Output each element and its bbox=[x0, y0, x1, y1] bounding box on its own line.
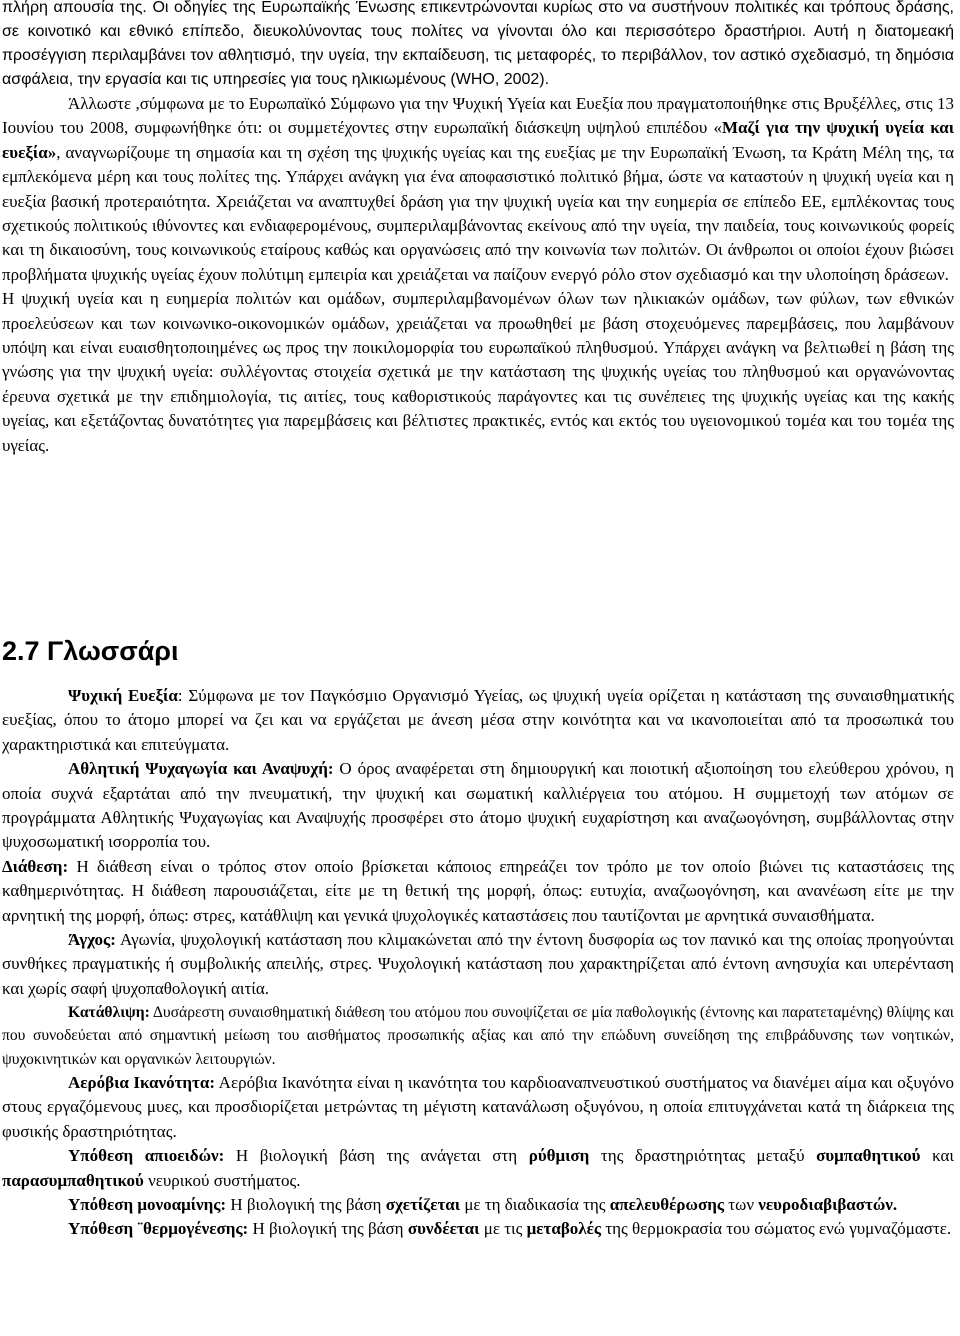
pact-text-start: Άλλωστε ,σύμφωνα με το Ευρωπαϊκό Σύμφωνο για την Ψυχική Υγεία και Ευεξία που πραγματοποιήθηκε στις Βρυξέλλες, στις 13 Ιουνίου του 2008, συμφωνήθηκε ότι: οι συμμετέχοντες στην ευρωπαϊκή διάσκεψη υψηλού επιπέδου « bbox=[2, 94, 954, 138]
glossary-term: Διάθεση: bbox=[2, 856, 69, 876]
glossary-term: Ψυχική Ευεξία bbox=[68, 686, 178, 705]
glossary-entry-sport-recreation bbox=[2, 757, 954, 855]
glossary-definition: Αερόβια Ικανότητα είναι η ικανότητα του καρδιοαναπνευστικού συστήματος να διανέμει αίμα και οξυγόνο στους εργαζόμενους μυες, και προσδιορίζεται μετρώντας τη μέγιστη κατανάλωση οξυγόνου, η οποία επιτυγχάνεται κατά τη διάρκεια της φυσικής δραστηριότητας. bbox=[2, 1072, 954, 1141]
glossary-list bbox=[2, 684, 954, 1242]
glossary-keyword: σχετίζεται bbox=[385, 1194, 461, 1214]
glossary-keyword: ρύθμιση bbox=[528, 1146, 590, 1166]
glossary-keyword: συνδέεται bbox=[407, 1219, 480, 1239]
glossary-entry-mood bbox=[2, 855, 954, 928]
glossary-definition: Η διάθεση είναι ο τρόπος στον οποίο βρίσκεται κάποιος επηρεάζει τον τρόπο με τον οποίο βιώνει τις καταστάσεις της καθημερινότητας. Η διάθεση παρουσιάζεται, είτε με τη θετική της μορφή, όπως: ευτυχία, αναζωογόνηση, και ανανέωση είτε με την αρνητική της μορφή, όπως: στρες, κατάθλιψη και γενικά ψυχολογικές καταστάσεις που ταυτίζονται με αρνητικά συναισθήματα. bbox=[2, 856, 954, 925]
glossary-keyword: μεταβολές bbox=[526, 1219, 602, 1239]
glossary-entry-depression bbox=[2, 1001, 954, 1071]
glossary-definition: Η βιολογική της βάση bbox=[248, 1219, 408, 1239]
glossary-entry-opioid-hypothesis bbox=[2, 1144, 954, 1193]
intro-section bbox=[2, 0, 954, 458]
glossary-definition: Δυσάρεστη συναισθηματική διάθεση του ατόμου που συνοψίζεται σε μία παθολογικής (έντονης και παρατεταμένης) θλίψης και που συνοδεύεται από σημαντική μείωση του αισθήματος προσωπικής αξίας και από την επώδυνη συνείδηση της επιβράδυνσης των νοητικών, ψυχοκινητικών και οργανικών λειτουργιών. bbox=[2, 1004, 954, 1068]
glossary-term: Αθλητική Ψυχαγωγία και Αναψυχή: bbox=[68, 759, 334, 779]
glossary-keyword: συμπαθητικού bbox=[816, 1146, 921, 1166]
pact-text-end: , αναγνωρίζουμε τη σημασία και τη σχέση της ψυχικής υγείας και της ευεξίας με την Ευρωπαϊκή Ένωση, τα Κράτη Μέλη της, τα εμπλεκόμενα μέρη και τους πολίτες της. Υπάρχει ανάγκη για ένα αποφασιστικό πολιτικό βήμα, ώστε να καταστούν η ψυχική υγεία και η ευεξία βασική προτεραιότητα. Χρειάζεται να αναπτυχθεί δράση για την ψυχική υγεία και την ευημερία σε επίπεδο ΕΕ, εμπλέκοντας τους σχετικούς πολιτικούς ιθύνοντες και ενδιαφερομένους, συμπεριλαμβάνοντας εκείνους από την υγεία, την παιδεία, τους κοινωνικούς φορείς και τη δικαιοσύνη, τους κοινωνικούς εταίρους καθώς και οργανώσεις από την κοινωνία των πολιτών. Οι άνθρωποι οι οποίοι έχουν βιώσει προβλήματα ψυχικής υγείας έχουν πολύτιμη εμπειρία και χρειάζεται να παίζουν ενεργό ρόλο στον σχεδιασμό και την υλοποίηση δράσεων. bbox=[2, 142, 954, 284]
glossary-definition: των bbox=[724, 1194, 759, 1214]
paragraph-eu-directives: πλήρη απουσία της. Οι οδηγίες της Ευρωπαϊκής Ένωσης επικεντρώνονται κυρίως στο να συστήνουν πολιτικές και τρόπους δράσης, σε κοινοτικό και εθνικό επίπεδο, διευκολύνοντας τους πολίτες να γίνονται όλο και περισσότερο δραστήριοι. Αυτή η διατομεακή προσέγγιση περιλαμβάνει τον αθλητισμό, την υγεία, την εκπαίδευση, τις μεταφορές, το περιβάλλον, τον αστικό σχεδιασμό, τη δημόσια ασφάλεια, την εργασία και τις υπηρεσίες για τους ηλικιωμένους (WHO, 2002). bbox=[2, 0, 954, 88]
glossary-definition: Η βιολογική βάση της ανάγεται στη bbox=[224, 1146, 529, 1166]
glossary-term: Υπόθεση ¨θερμογένεσης: bbox=[68, 1219, 249, 1239]
glossary-definition: και bbox=[920, 1146, 954, 1166]
glossary-keyword: νευροδιαβιβαστών. bbox=[758, 1194, 898, 1214]
paragraph-mental-health-wellbeing: Η ψυχική υγεία και η ευημερία πολιτών και ομάδων, συμπεριλαμβανομένων όλων των ηλικιακών ομάδων, των φύλων, των εθνικών προελεύσεων και των κοινωνικο-οικονομικών ομάδων, χρειάζεται να προωθηθεί με βάση στοχευόμενες παρεμβάσεις, που λαμβάνουν υπόψη και είναι ευαισθητοποιημένες ως προς την ποικιλομορφία του ευρωπαϊκού πληθυσμού. Υπάρχει ανάγκη να βελτιωθεί η βάση της γνώσης για την ψυχική υγεία: συλλέγοντας στοιχεία σχετικά με την κατάσταση της ψυχικής υγείας του πληθυσμού και οργανώνοντας έρευνα σχετικά με την επιδημιολογία, τις αιτίες, τους καθοριστικούς παράγοντες και τις συνέπειες της ψυχικής υγείας και της κακής υγείας, και εξετάζοντας δυνατότητες για παρεμβάσεις και βέλτιστες πρακτικές, εντός και εκτός του υγειονομικού τομέα και του τομέα της υγείας. bbox=[2, 289, 954, 455]
glossary-keyword: παρασυμπαθητικού bbox=[2, 1170, 144, 1190]
pact-title: Μαζί για την ψυχική υγεία και ευεξία» bbox=[2, 118, 954, 162]
glossary-keyword: απελευθέρωσης bbox=[609, 1194, 725, 1214]
glossary-term: Υπόθεση μονοαμίνης: bbox=[68, 1194, 227, 1214]
glossary-definition: με τις bbox=[479, 1219, 527, 1239]
glossary-definition: Ο όρος αναφέρεται στη δημιουργική και ποιοτική αξιοποίηση του ελεύθερου χρόνου, η οποία συχνά εξαρτάται από την πνευματική, την ψυχική και σωματική καλλιέργεια του ατόμου. Η συμμετοχή των ατόμων σε προγράμματα Αθλητικής Ψυχαγωγίας και Αναψυχής προσφέρει στο άτομο ψυχική ευχαρίστηση και αναζωογόνηση, συμβάλλοντας στην ψυχοσωματική ισορροπία του. bbox=[2, 759, 954, 852]
glossary-entry-mental-wellbeing bbox=[2, 684, 954, 757]
glossary-definition: : Σύμφωνα με τον Παγκόσμιο Οργανισμό Υγείας, ως ψυχική υγεία ορίζεται η κατάσταση της συναισθηματικής ευεξίας, όπου το άτομο μπορεί να ζει και να εργάζεται με άνεση μέσα στην κοινότητα και να ικανοποιείται από τα προσωπικά του χαρακτηριστικά και επιτεύγματα. bbox=[2, 686, 954, 754]
glossary-definition: της δραστηριότητας μεταξύ bbox=[589, 1146, 817, 1166]
glossary-definition: με τη διαδικασία της bbox=[460, 1194, 610, 1214]
glossary-definition: νευρικού συστήματος. bbox=[143, 1170, 301, 1190]
glossary-term: Υπόθεση απιοειδών: bbox=[68, 1146, 225, 1166]
glossary-entry-anxiety bbox=[2, 928, 954, 1001]
glossary-entry-aerobic-capacity bbox=[2, 1071, 954, 1144]
section-heading-glossary: 2.7 Γλωσσάρι bbox=[2, 636, 179, 666]
glossary-definition: Αγωνία, ψυχολογική κατάσταση που κλιμακώνεται από την έντονη δυσφορία ως τον πανικό και της οποίας προηγούνται συνθήκες πραγματικής ή συμβολικής απειλής, στρες. Ψυχολογική κατάσταση που χαρακτηρίζεται από έντονη ανησυχία και υπερένταση και χωρίς σαφή ψυχοπαθολογική αιτία. bbox=[2, 930, 954, 998]
glossary-term: Κατάθλιψη: bbox=[68, 1004, 150, 1022]
glossary-definition: Η βιολογική της βάση bbox=[226, 1194, 386, 1214]
glossary-entry-thermogenic-hypothesis bbox=[2, 1217, 954, 1241]
glossary-definition: της θερμοκρασία του σώματος ενώ γυμναζόμαστε. bbox=[601, 1219, 952, 1239]
glossary-term: Άγχος: bbox=[68, 930, 116, 950]
glossary-term: Αερόβια Ικανότητα: bbox=[68, 1072, 216, 1092]
paragraph-european-pact bbox=[2, 92, 954, 287]
glossary-entry-monoamine-hypothesis bbox=[2, 1193, 954, 1217]
